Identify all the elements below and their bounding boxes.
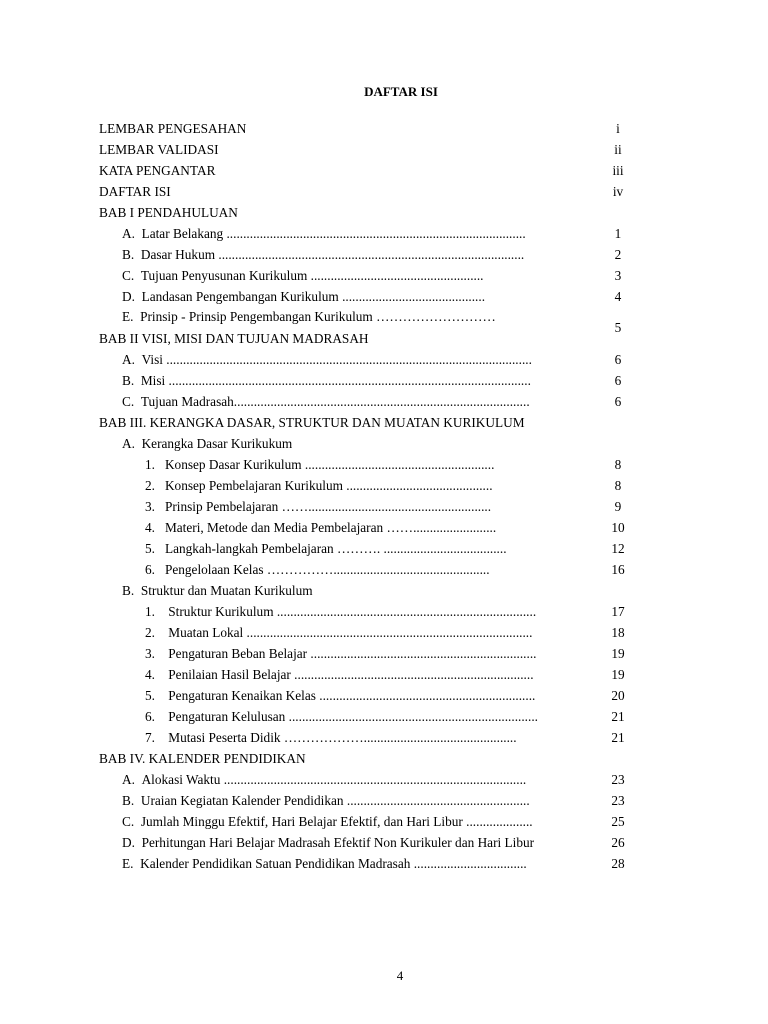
toc-entry xyxy=(0,352,768,370)
toc-entry-page: 25 xyxy=(611,814,625,829)
toc-entry-label: E. Prinsip - Prinsip Pengembangan Kurikulum ……………………… xyxy=(122,309,496,324)
toc-entry-label: 1. Konsep Dasar Kurikulum ......................................................... xyxy=(145,457,495,472)
toc-entry-page: 6 xyxy=(614,352,622,367)
toc-entry-lembar-pengesahan xyxy=(0,121,768,139)
toc-entry-label: B. Uraian Kegiatan Kalender Pendidikan ....................................................... xyxy=(122,793,530,808)
toc-entry-page: 5 xyxy=(614,320,622,335)
toc-entry-page: 19 xyxy=(611,667,625,682)
toc-entry-label: 7. Mutasi Peserta Didik ……………….............................................. xyxy=(145,730,517,745)
toc-entry-label: 6. Pengelolaan Kelas ……………............................................... xyxy=(145,562,490,577)
section-heading-label: A. Kerangka Dasar Kurikukum xyxy=(122,436,293,451)
toc-entry xyxy=(0,709,768,727)
chapter-heading-label: BAB II VISI, MISI DAN TUJUAN MADRASAH xyxy=(99,331,369,346)
toc-entry xyxy=(0,625,768,643)
toc-entry-lembar-validasi xyxy=(0,142,768,160)
toc-entry xyxy=(0,226,768,244)
chapter-heading-label: BAB IV. KALENDER PENDIDIKAN xyxy=(99,751,306,766)
toc-entry-label: C. Tujuan Madrasah......................................................................................... xyxy=(122,394,530,409)
toc-entry xyxy=(0,457,768,475)
toc-entry-page: 21 xyxy=(611,709,625,724)
toc-entry-page: iii xyxy=(612,163,624,178)
toc-entry-page: 2 xyxy=(614,247,622,262)
toc-entry-page: 23 xyxy=(611,793,625,808)
toc-entry-label: A. Latar Belakang .......................................................................................... xyxy=(122,226,526,241)
toc-entry-page: 28 xyxy=(611,856,625,871)
toc-entry xyxy=(0,520,768,538)
toc-entry xyxy=(0,667,768,685)
toc-entry xyxy=(0,541,768,559)
toc-entry xyxy=(0,289,768,307)
toc-entry-label: 2. Konsep Pembelajaran Kurikulum ............................................ xyxy=(145,478,493,493)
toc-entry-kata-pengantar xyxy=(0,163,768,181)
chapter-heading-label: BAB III. KERANGKA DASAR, STRUKTUR DAN MUATAN KURIKULUM xyxy=(99,415,525,430)
toc-chapter-heading xyxy=(0,415,768,433)
toc-entry-label: C. Tujuan Penyusunan Kurikulum .................................................... xyxy=(122,268,484,283)
toc-entry xyxy=(0,835,768,853)
toc-entry-page: i xyxy=(616,121,620,136)
toc-entry-page: 3 xyxy=(614,268,622,283)
toc-entry-label: A. Visi .............................................................................................................. xyxy=(122,352,532,367)
toc-entry xyxy=(0,730,768,748)
toc-entry-page: 20 xyxy=(611,688,625,703)
toc-entry-page: 6 xyxy=(614,394,622,409)
toc-entry-label: A. Alokasi Waktu ........................................................................................... xyxy=(122,772,527,787)
toc-entry-label: 5. Langkah-langkah Pembelajaran ………. ..................................... xyxy=(145,541,507,556)
toc-entry-label: KATA PENGANTAR xyxy=(99,163,216,178)
toc-entry xyxy=(0,309,768,335)
toc-entry xyxy=(0,247,768,265)
toc-chapter-heading xyxy=(0,205,768,223)
toc-entry-label: DAFTAR ISI xyxy=(99,184,171,199)
page-title: DAFTAR ISI xyxy=(364,84,438,99)
section-heading-label: B. Struktur dan Muatan Kurikulum xyxy=(122,583,313,598)
toc-entry xyxy=(0,646,768,664)
toc-entry-page: 12 xyxy=(611,541,625,556)
page-number: 4 xyxy=(396,968,404,983)
toc-entry-label: 5. Pengaturan Kenaikan Kelas ................................................................. xyxy=(145,688,536,703)
chapter-heading-label: BAB I PENDAHULUAN xyxy=(99,205,238,220)
toc-entry-label: LEMBAR PENGESAHAN xyxy=(99,121,247,136)
toc-entry-page: ii xyxy=(614,142,622,157)
toc-section-heading xyxy=(0,583,768,601)
toc-entry-label: 1. Struktur Kurikulum .............................................................................. xyxy=(145,604,537,619)
toc-entry xyxy=(0,604,768,622)
toc-entry-page: 8 xyxy=(614,457,622,472)
toc-entry-page: 4 xyxy=(614,289,622,304)
toc-entry xyxy=(0,478,768,496)
toc-entry-page: iv xyxy=(612,184,624,199)
toc-entry-label: LEMBAR VALIDASI xyxy=(99,142,219,157)
toc-chapter-heading xyxy=(0,331,768,349)
toc-entry-page: 6 xyxy=(614,373,622,388)
toc-entry-label: B. Misi ............................................................................................................. xyxy=(122,373,531,388)
toc-entry-label: 3. Pengaturan Beban Belajar .................................................................... xyxy=(145,646,537,661)
toc-entry-page: 9 xyxy=(614,499,622,514)
toc-entry-label: 4. Penilaian Hasil Belajar ........................................................................ xyxy=(145,667,534,682)
toc-entry xyxy=(0,499,768,517)
toc-entry-page: 10 xyxy=(611,520,625,535)
toc-entry xyxy=(0,394,768,412)
toc-entry-label: D. Perhitungan Hari Belajar Madrasah Efektif Non Kurikuler dan Hari Libur xyxy=(122,835,535,850)
toc-entry-label: D. Landasan Pengembangan Kurikulum ........................................... xyxy=(122,289,486,304)
toc-entry-label: 6. Pengaturan Kelulusan ........................................................................... xyxy=(145,709,538,724)
toc-entry-page: 26 xyxy=(611,835,625,850)
toc-entry-label: C. Jumlah Minggu Efektif, Hari Belajar Efektif, dan Hari Libur .................... xyxy=(122,814,533,829)
toc-entry xyxy=(0,856,768,874)
toc-chapter-heading xyxy=(0,751,768,769)
toc-entry-label: 3. Prinsip Pembelajaran ……....................................................... xyxy=(145,499,492,514)
toc-section-heading xyxy=(0,436,768,454)
toc-entry-label: 2. Muatan Lokal ...................................................................................... xyxy=(145,625,533,640)
toc-entry-daftar-isi xyxy=(0,184,768,202)
toc-entry-page: 23 xyxy=(611,772,625,787)
toc-entry-page: 17 xyxy=(611,604,625,619)
toc-entry xyxy=(0,562,768,580)
toc-entry xyxy=(0,793,768,811)
toc-entry xyxy=(0,268,768,286)
toc-entry-page: 16 xyxy=(611,562,625,577)
toc-entry-page: 21 xyxy=(611,730,625,745)
toc-entry-label: B. Dasar Hukum ............................................................................................ xyxy=(122,247,525,262)
toc-entry xyxy=(0,373,768,391)
toc-entry-label: 4. Materi, Metode dan Media Pembelajaran ……......................... xyxy=(145,520,497,535)
toc-entry xyxy=(0,814,768,832)
toc-entry-page: 19 xyxy=(611,646,625,661)
toc-entry xyxy=(0,688,768,706)
toc-entry-page: 1 xyxy=(614,226,622,241)
toc-entry xyxy=(0,772,768,790)
toc-entry-page: 18 xyxy=(611,625,625,640)
toc-entry-label: E. Kalender Pendidikan Satuan Pendidikan Madrasah .................................. xyxy=(122,856,527,871)
toc-entry-page: 8 xyxy=(614,478,622,493)
